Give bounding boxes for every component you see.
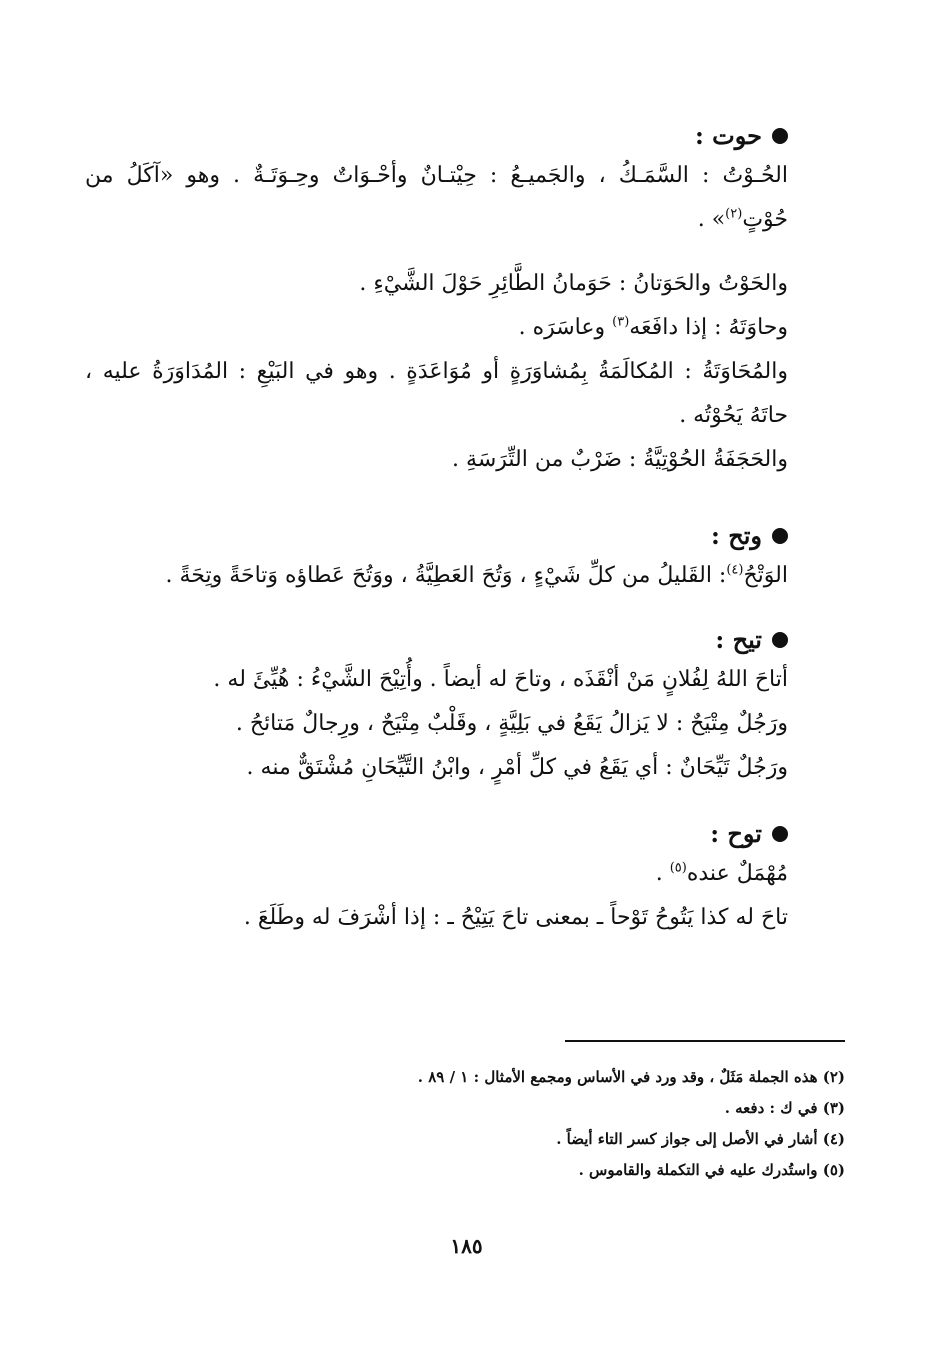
text-line: تاحَ له كذا يَتُوحُ تَوْحاً ـ بمعنى تاحَ يَتِيْحُ ـ : إذا أشْرَفَ له وطَلَعَ . xyxy=(243,905,788,930)
bullet-icon xyxy=(772,128,788,144)
bullet-icon xyxy=(772,826,788,842)
entry-heading xyxy=(85,622,788,658)
text-line: حاتَهُ يَحُوْتُه . xyxy=(679,403,788,428)
entry-hawt xyxy=(85,118,788,482)
line-text: حُوْتٍ xyxy=(742,207,788,232)
text-line xyxy=(85,852,788,896)
text-line: ورَجُلٌ تَيِّحَانٌ : أي يَقَعُ في كلِّ أمْرٍ ، وابْنُ التَّيِّحَانِ مُشْتَقٌّ منه . xyxy=(246,755,788,780)
line-text: » . xyxy=(697,207,726,232)
footnote-ref: (٤) xyxy=(726,562,744,578)
text-line: والحَجَفَةُ الحُوْتِيَّةُ : ضَرْبٌ من التِّرَسَةِ . xyxy=(452,447,788,472)
text-line: والمُحَاوَتَةُ : المُكالَمَةُ بِمُشاوَرَةٍ أو مُوَاعَدَةٍ . وهو في البَيْعِ : المُدَاوَرَةُ عليه ، xyxy=(85,359,788,384)
heading-text: توح : xyxy=(710,819,762,848)
entry-wath xyxy=(85,518,788,598)
text-line: ورَجُلٌ مِتْيَحٌ : لا يَزالُ يَقَعُ في بَلِيَّةٍ ، وقَلْبٌ مِتْيَحٌ ، ورِجالٌ مَتائحُ . xyxy=(235,711,788,736)
line-text: وحاوَتَهُ : إذا دافَعَه xyxy=(629,315,788,340)
footnote-ref: (٥) xyxy=(669,860,687,876)
entry-heading xyxy=(85,118,788,154)
footnote: (٤) أشار في الأصل إلى جواز كسر التاء أيضاً . xyxy=(556,1130,845,1148)
line-text: مُهْمَلٌ عنده xyxy=(686,861,788,886)
text-line: والحَوْتُ والحَوَتانُ : حَوَمانُ الطَّائِرِ حَوْلَ الشَّيْءِ . xyxy=(359,271,788,296)
footnote-ref: (٣) xyxy=(612,314,630,330)
entry-tawh xyxy=(85,816,788,940)
entry-tayh xyxy=(85,622,788,790)
text-line: الحُـوْتُ : السَّمَـكُ ، والجَميـعُ : حِيْتـانٌ وأحْـوَاتٌ وحِـوَتَـةٌ . وهو «آكَلُ من xyxy=(85,163,788,188)
entry-heading xyxy=(85,816,788,852)
entry-heading xyxy=(85,518,788,554)
footnote: (٢) هذه الجملة مَثَلٌ ، وقد ورد في الأساس ومجمع الأمثال : ١ / ٨٩ . xyxy=(417,1068,845,1086)
line-text: . xyxy=(655,861,670,886)
footnote: (٣) في ك : دفعه . xyxy=(724,1099,845,1117)
text-line: أتاحَ اللهُ لِفُلانٍ مَنْ أنْقَذَه ، وتاحَ له أيضاً . وأُتِيْحَ الشَّيْءُ : هُيِّئَ له . xyxy=(213,667,788,692)
footnote: (٥) واستُدرك عليه في التكملة والقاموس . xyxy=(578,1161,845,1179)
line-text: : القَليلُ من كلِّ شَيْءٍ ، وَتُحَ العَطِيَّةُ ، ووَتُحَ عَطاؤه وَتاحَةً وتِحَةً . xyxy=(165,563,727,588)
footnotes xyxy=(88,1062,845,1186)
heading-text: وتح : xyxy=(711,521,762,550)
bullet-icon xyxy=(772,528,788,544)
text-line xyxy=(85,306,788,350)
footnote-ref: (٢) xyxy=(725,206,743,222)
footnote-divider xyxy=(565,1040,845,1042)
heading-text: حوت : xyxy=(694,121,762,150)
line-text: الوَتْحُ xyxy=(743,563,788,588)
heading-text: تيح : xyxy=(715,625,762,654)
line-text: وعاسَرَه . xyxy=(518,315,613,340)
page-number: ١٨٥ xyxy=(450,1234,483,1258)
text-line xyxy=(85,198,788,242)
text-line xyxy=(85,554,788,598)
bullet-icon xyxy=(772,632,788,648)
